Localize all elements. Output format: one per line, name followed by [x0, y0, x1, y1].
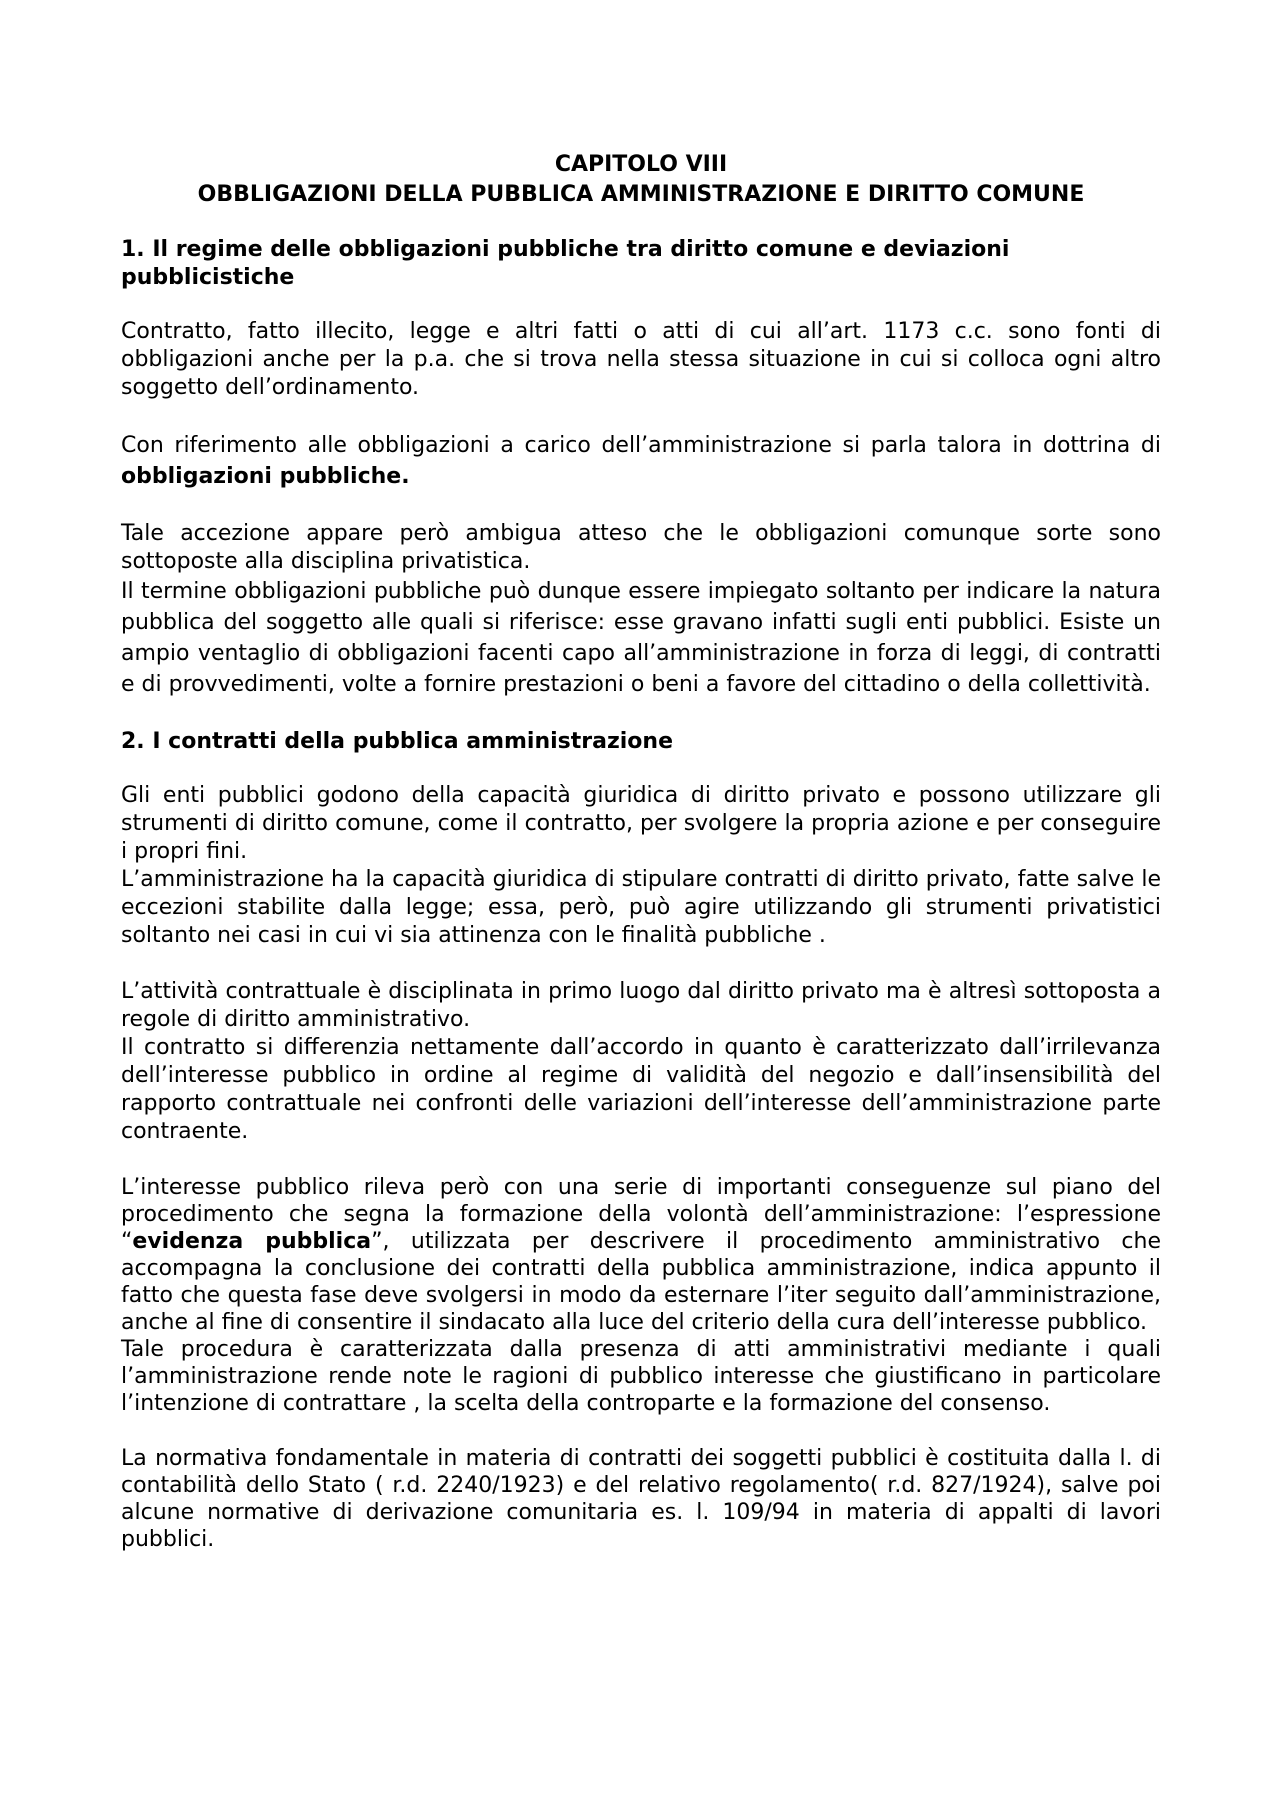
section-heading-1: 1. Il regime delle obbligazioni pubbliche tra diritto comune e deviazioni pubblicistiche — [121, 237, 1010, 290]
bold-term: evidenza pubblica — [132, 1229, 372, 1254]
paragraph: Gli enti pubblici godono della capacità giuridica di diritto privato e possono utilizzare gli strumenti di diritto comune, come il contratto, per svolgere la propria azione e per conseguire i propri fini. — [121, 783, 1161, 864]
section-heading-2: 2. I contratti della pubblica amministrazione — [121, 729, 674, 754]
paragraph: L’attività contrattuale è disciplinata in primo luogo dal diritto privato ma è altresì sottoposta a regole di diritto amministrativo. — [121, 979, 1161, 1032]
chapter-subtitle: OBBLIGAZIONI DELLA PUBBLICA AMMINISTRAZIONE E DIRITTO COMUNE — [197, 182, 1085, 207]
chapter-title: CAPITOLO VIII — [554, 152, 728, 177]
paragraph: La normativa fondamentale in materia di contratti dei soggetti pubblici è costituita dalla l. di contabilità dello Stato ( r.d. 2240/1923) e del relativo regolamento( r.d. 827/1924), salve poi alcune normative di derivazione comunitaria es. l. 109/94 in materia di appalti di lavori pubblici. — [121, 1446, 1161, 1552]
paragraph — [121, 1174, 1161, 1336]
paragraph: Il contratto si differenzia nettamente dall’accordo in quanto è caratterizzato dall’irrilevanza dell’interesse pubblico in ordine al regime di validità del negozio e dall’insensibilità del rapporto contrattuale nei confronti delle variazioni dell’interesse dell’amministrazione parte contraente. — [121, 1035, 1161, 1144]
paragraph-text: L’interesse pubblico rileva però con una serie di importanti conseguenze sul piano del procedimento che segna la formazione della volontà dell’amministrazione: l’espressione “ — [121, 1175, 1161, 1254]
paragraph: L’amministrazione ha la capacità giuridica di stipulare contratti di diritto privato, fatte salve le eccezioni stabilite dalla legge; essa, però, può agire utilizzando gli strumenti privatistici soltanto nei casi in cui vi sia attinenza con le finalità pubbliche . — [121, 867, 1161, 948]
paragraph-text: ”, utilizzata per descrivere il procedimento amministrativo che accompagna la conclusione dei contratti della pubblica amministrazione, indica appunto il fatto che questa fase deve svolgersi in modo da esternare l’iter seguito dall’amministrazione, anche al fine di consentire il sindacato alla luce del criterio della cura dell’interesse pubblico. — [121, 1229, 1161, 1335]
paragraph: Il termine obbligazioni pubbliche può dunque essere impiegato soltanto per indicare la natura pubblica del soggetto alle quali si riferisce: esse gravano infatti sugli enti pubblici. Esiste un ampio ventaglio di obbligazioni facenti capo all’amministrazione in forza di leggi, di contratti e di provvedimenti, volte a fornire prestazioni o beni a favore del cittadino o della collettività. — [121, 579, 1161, 697]
paragraph: Contratto, fatto illecito, legge e altri fatti o atti di cui all’art. 1173 c.c. sono fonti di obbligazioni anche per la p.a. che si trova nella stessa situazione in cui si colloca ogni altro soggetto dell’ordinamento. — [121, 319, 1161, 400]
paragraph: Tale accezione appare però ambigua atteso che le obbligazioni comunque sorte sono sottoposte alla disciplina privatistica. — [121, 521, 1161, 574]
paragraph — [121, 430, 1161, 492]
paragraph: Tale procedura è caratterizzata dalla presenza di atti amministrativi mediante i quali l’amministrazione rende note le ragioni di pubblico interesse che giustificano in particolare l’intenzione di contrattare , la scelta della controparte e la formazione del consenso. — [121, 1337, 1161, 1416]
bold-term: obbligazioni pubbliche. — [121, 464, 410, 489]
paragraph-text: Con riferimento alle obbligazioni a carico dell’amministrazione si parla talora in dottrina di — [121, 433, 1161, 458]
document-page — [121, 150, 1161, 1553]
